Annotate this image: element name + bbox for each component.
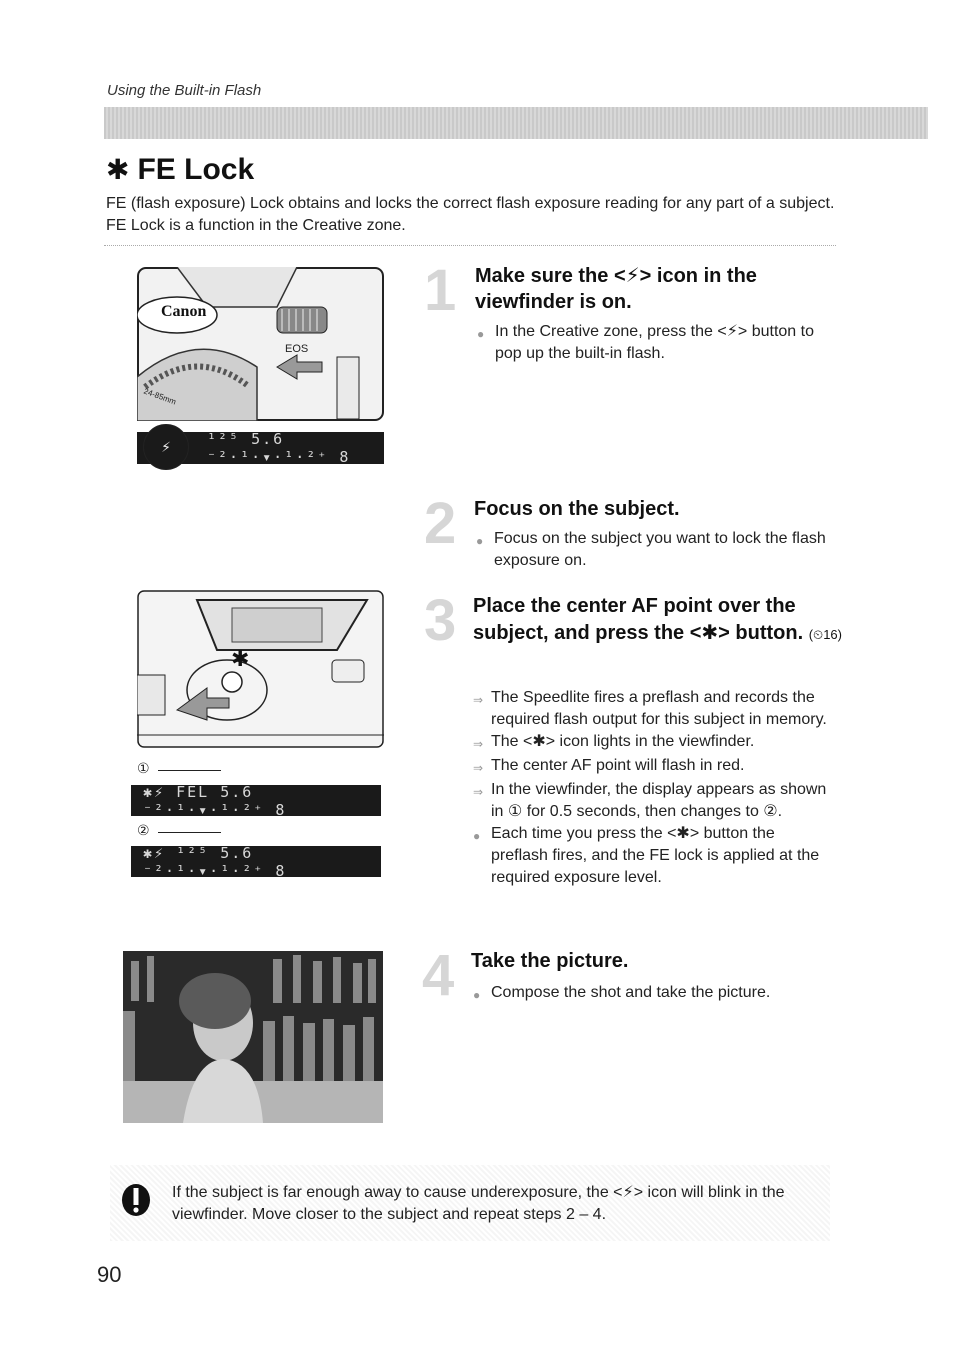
display-2-label	[137, 822, 221, 839]
bar-photo-illustration	[123, 951, 383, 1123]
bullet-text: In the Creative zone, press the <⚡> button to pop up the built-in flash.	[495, 323, 814, 362]
bullet-text: The Speedlite fires a preflash and records the required flash output for this subject in memory.	[491, 689, 827, 728]
caution-icon	[121, 1183, 151, 1217]
camera-back-illustration	[137, 590, 384, 748]
bullet-text: Focus on the subject you want to lock the flash exposure on.	[494, 530, 826, 569]
fe-lock-icon: ✱	[106, 154, 130, 185]
step-3-page-ref: (⏲16)	[808, 627, 842, 642]
step-3-number: 3	[424, 588, 457, 653]
bullet-text: Compose the shot and take the picture.	[491, 984, 771, 1001]
intro-text: FE (flash exposure) Lock obtains and locks the correct flash exposure reading for any part of a subject. FE Lock is a function in the Creative zone.	[106, 195, 835, 234]
bullet-text: The center AF point will flash in red.	[491, 757, 745, 774]
camera-flash-figure	[137, 267, 384, 421]
list-item	[473, 755, 833, 779]
divider	[104, 245, 836, 246]
step-4-heading: Take the picture.	[471, 950, 629, 972]
step-3-bullets	[473, 687, 833, 889]
viewfinder-display-2	[131, 843, 381, 880]
viewfinder-display-1	[131, 782, 381, 819]
bullet-marker: ●	[476, 534, 484, 548]
running-head: Using the Built-in Flash	[107, 82, 262, 99]
viewfinder-readout-2: ✱⚡ ¹²⁵ 5.6 ⁻²·¹·▾·¹·²⁺ 8	[143, 843, 287, 880]
step-2-bullet	[476, 528, 826, 572]
step-2-heading: Focus on the subject.	[474, 498, 680, 520]
step-1-heading: Make sure the <⚡> icon in the viewfinder is on.	[475, 265, 757, 313]
list-item	[473, 731, 833, 755]
lens-focal-label: 24-85mm	[142, 386, 178, 407]
caution-text: If the subject is far enough away to cause underexposure, the <⚡> icon will blink in the viewfinder. Move closer to the subject and repeat steps 2 – 4.	[172, 1184, 785, 1223]
flash-icon-callout	[143, 424, 189, 470]
display-1-label	[137, 760, 221, 777]
caution-icon-graphic	[121, 1183, 151, 1217]
page-number: 90	[97, 1262, 122, 1287]
display-1-number: ①	[137, 760, 150, 776]
list-item	[473, 823, 833, 889]
bullet-marker: ●	[477, 327, 485, 341]
header-bar	[104, 107, 928, 139]
step-1-number: 1	[424, 258, 457, 323]
step-3-heading-text: Place the center AF point over the subject, and press the <✱> button.	[473, 595, 804, 644]
sample-photo	[123, 951, 383, 1123]
result-arrow-icon: ⇒	[473, 693, 484, 707]
result-arrow-icon: ⇒	[473, 785, 484, 799]
flash-icon: ⚡	[161, 438, 171, 455]
viewfinder-readout-step1: ¹²⁵ 5.6 ⁻²·¹·▾·¹·²⁺ 8	[207, 430, 351, 466]
result-arrow-icon: ⇒	[473, 737, 484, 751]
list-item	[473, 779, 833, 823]
display-2-number: ②	[137, 822, 150, 838]
camera-back-figure	[137, 590, 384, 748]
camera-model-label: EOS	[285, 343, 309, 355]
step-3-heading	[473, 593, 843, 648]
step-4-bullet	[473, 982, 833, 1006]
fe-lock-button-star-icon: ✱	[231, 646, 250, 671]
step-1-bullet	[477, 321, 837, 365]
step-2-number: 2	[424, 491, 457, 556]
list-item	[473, 687, 833, 731]
camera-brand-label: Canon	[161, 303, 207, 320]
bullet-marker: ●	[473, 988, 481, 1002]
bullet-text: Each time you press the <✱> button the preflash fires, and the FE lock is applied at the required exposure level.	[491, 825, 820, 886]
bullet-text: The <✱> icon lights in the viewfinder.	[491, 733, 755, 750]
bullet-marker: ●	[473, 829, 481, 843]
viewfinder-readout-1: ✱⚡ FEL 5.6 ⁻²·¹·▾·¹·²⁺ 8	[143, 782, 287, 819]
page-title-text: FE Lock	[137, 153, 255, 186]
bullet-text: In the viewfinder, the display appears as shown in ① for 0.5 seconds, then changes to ②.	[491, 781, 827, 820]
page-title	[106, 153, 254, 187]
result-arrow-icon: ⇒	[473, 761, 484, 775]
step-4-number: 4	[422, 943, 455, 1008]
